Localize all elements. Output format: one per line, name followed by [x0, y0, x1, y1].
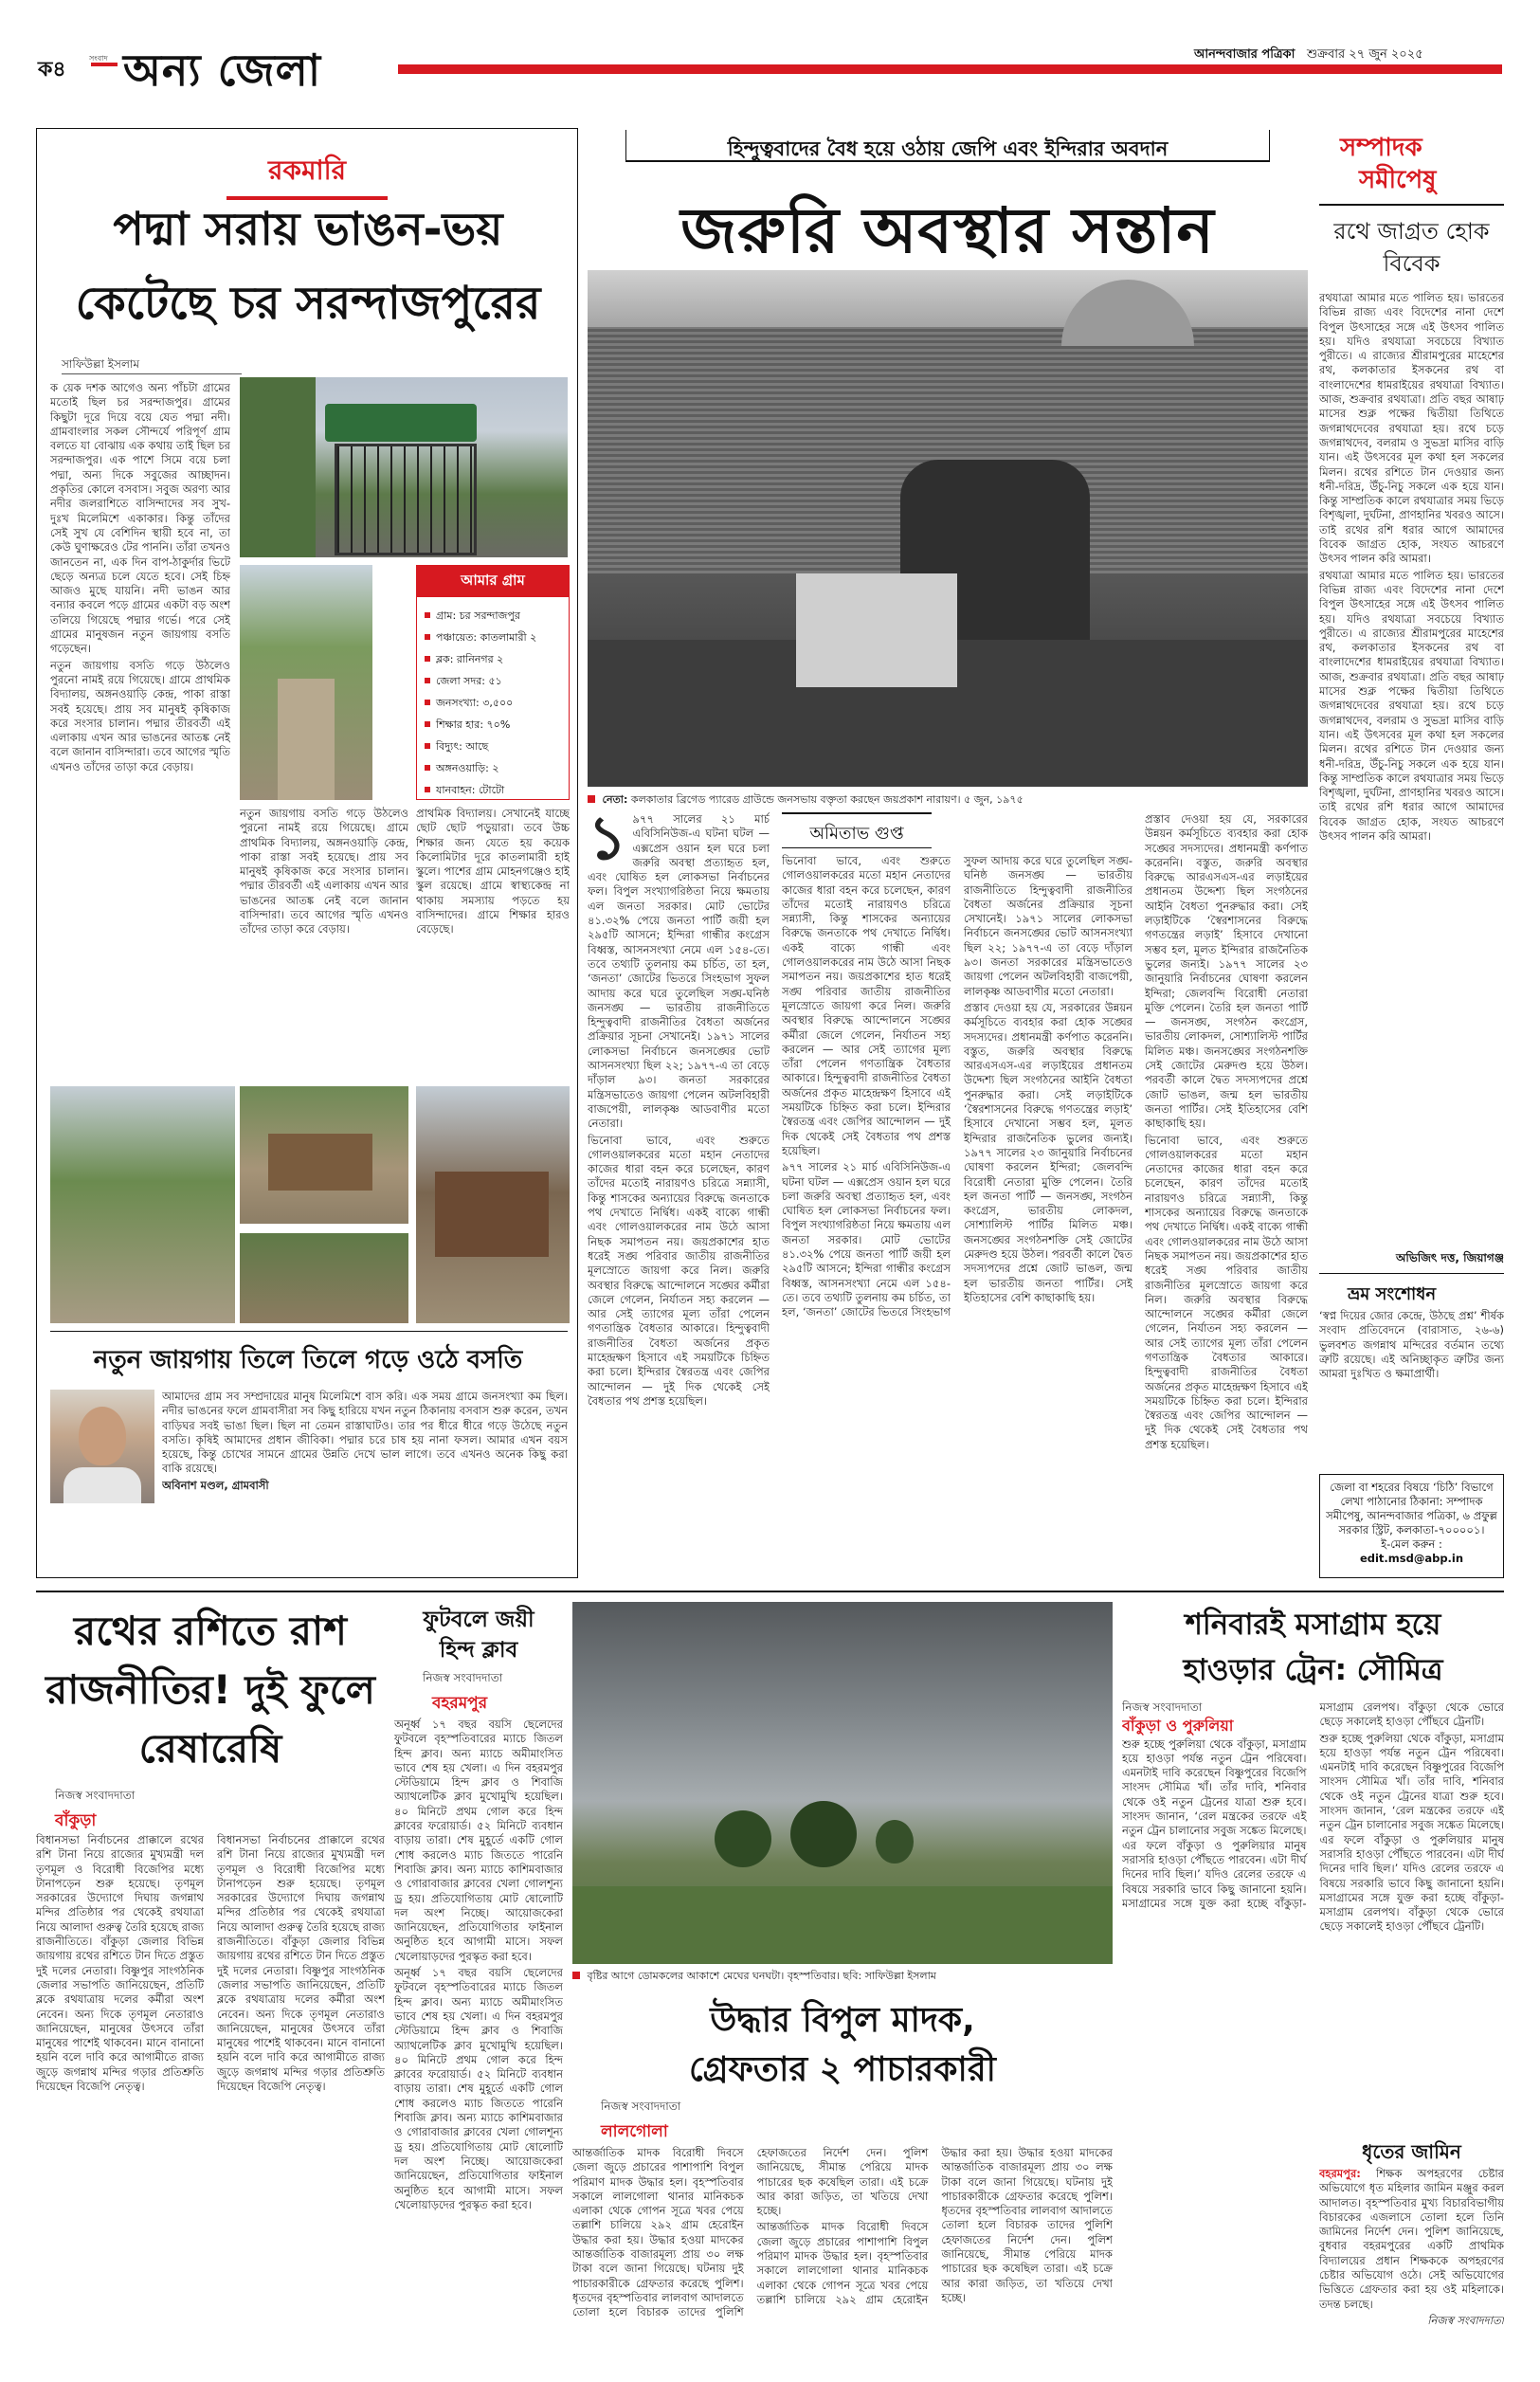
cowshed-photo	[240, 1233, 408, 1323]
section-kicker-small: সংবাদ	[89, 54, 108, 63]
bullet-square-icon	[425, 612, 430, 618]
football-body	[394, 1718, 563, 2360]
amar-gram-item: গ্রাম: চর সরন্দাজপুর	[425, 605, 561, 627]
kicker-text: রকমারি	[267, 155, 347, 186]
rally-photo	[588, 270, 1308, 787]
paper-title: আনন্দবাজার পত্রিকা	[1194, 47, 1295, 62]
caption-bullet	[588, 795, 595, 803]
letters-title-1: সম্পাদক	[1340, 134, 1422, 162]
oped-col-1	[588, 812, 770, 1571]
drugs-body-text: আন্তর্জাতিক মাদক বিরোধী দিবসে জেলা জুড়ে প্রচারের পাশাপাশি বিপুল পরিমাণ মাদক উদ্ধার হল। বৃহস্পতিবার সকালে লালগোলা থানার মানিকচক এলাকা থেকে গোপন সূত্রে খবর পেয়ে তল্লাশি চালিয়ে ২৯২ গ্রাম হেরোইন উদ্ধার করা হয়। উদ্ধার হওয়া মাদকের আন্তর্জাতিক বাজারমূল্য প্রায় ৩০ লক্ষ টাকা বলে জানা গিয়েছে। ঘটনায় দুই পাচারকারীকে গ্রেফতার করেছে পুলিশ। ধৃতদের বৃহস্পতিবার লালবাগ আদালতে তোলা হলে বিচারক তাদের পুলিশি হেফাজতের নির্দেশ দেন। পুলিশ জানিয়েছে, সীমান্ত পেরিয়ে মাদক পাচারের ছক কষেছিল তারা। এই চক্রে আর কারা জড়িত, তা খতিয়ে দেখা হচ্ছে।	[572, 2146, 929, 2319]
left-body-1	[50, 381, 230, 1078]
email-address[interactable]: edit.msd@abp.in	[1359, 1552, 1464, 1565]
drugs-place: লালগোলা	[601, 2122, 668, 2141]
story-drugs	[572, 1991, 1113, 2360]
sub-body	[162, 1390, 568, 1549]
bail-body-text: শিক্ষক অপহরণের চেষ্টার অভিযোগে ধৃত মহিলার জামিন মঞ্জুর করল আদালত। বৃহস্পতিবার মুখ্য বিচারবিভাগীয় বিচারকের এজলাসে তোলা হলে তিনি জামিনের নির্দেশ দেন। পুলিশ জানিয়েছে, বুধবার বহরমপুরের একটি প্রাথমিক বিদ্যালয়ের প্রধান শিক্ষককে অপহরণের চেষ্টার অভিযোগ ওঠে। সেই অভিযোগের ভিত্তিতে গ্রেফতার করা হয় ওই মহিলাকে। তদন্ত চলছে।	[1319, 2167, 1504, 2311]
bottom-rule	[36, 1591, 1504, 1592]
village-road-photo	[50, 1086, 235, 1323]
cloud-caption-bullet	[572, 1972, 580, 1979]
paper-name	[1194, 45, 1423, 65]
letters-column	[1319, 128, 1504, 1578]
page-number: ক৪	[38, 58, 66, 82]
train-place: বাঁকুড়া ও পুরুলিয়া	[1122, 1717, 1234, 1736]
page-header	[0, 0, 1540, 114]
sub-headline: নতুন জায়গায় তিলে তিলে গড়ে ওঠে বসতি	[93, 1346, 523, 1374]
bullet-square-icon	[425, 765, 430, 771]
amar-gram-list	[417, 597, 569, 809]
cloud-photo-caption	[572, 1968, 1113, 1986]
bullet-square-icon	[425, 721, 430, 727]
hut-photo	[240, 1086, 408, 1224]
errata-body	[1319, 1309, 1504, 1461]
address-box	[1319, 1474, 1504, 1578]
bullet-square-icon	[425, 743, 430, 749]
amar-gram-item: অঙ্গনওয়াড়ি: ২	[425, 757, 561, 779]
sub-body-text: আমাদের গ্রাম সব সম্প্রদায়ের মানুষ মিলেমিশে বাস করি। এক সময় গ্রামে জনসংখ্যা কম ছিল। নদীর ভাঙনের ফলে গ্রামবাসীরা সব কিছু হারিয়ে যখন নতুন ঠিকানায় বসবাস শুরু করেন, তখন বাড়িঘর সবই ভাঙা ছিল। ছিল না তেমন রাস্তাঘাটও। তার পর ধীরে ধীরে গড়ে উঠেছে নতুন বসতি। কৃষিই আমাদের প্রধান জীবিকা। পদ্মার চরে চাষ হয় নানা ফসল। আমার এখন বয়স হয়েছে, কিন্তু চোখের সামনে গ্রামের উন্নতি দেখে ভাল লাগে। তবে এখনও অনেক কিছু করা বাকি রয়েছে।	[162, 1390, 568, 1476]
letter-body	[1319, 291, 1504, 1239]
bullet-square-icon	[425, 787, 430, 792]
address-text: জেলা বা শহরের বিষয়ে ‘চিঠি’ বিভাগে লেখা পাঠানোর ঠিকানা: সম্পাদক সমীপেষু, আনন্দবাজার পত্রিকা, ৬ প্রফুল্ল সরকার স্ট্রিট, কলকাতা-৭০০০০১।	[1326, 1481, 1497, 1536]
drugs-headline-1: উদ্ধার বিপুল মাদক,	[710, 2001, 975, 2040]
oped-col-3b-text: ভিনোবা ভাবে, এবং শুরুতে গোলওয়ালকরের মতো মহান নেতাদের কাজের ধারা বহন করে চলেছেন, কারণ তাঁদের মতোই নারায়ণও চরিত্রে সন্ন্যাসী, কিন্তু শাসকের অন্যায়ের বিরুদ্ধে জনতাকে পথ দেখাতে নির্দ্বিধ। একই বাক্যে গান্ধী এবং গোলওয়ালকরের নাম উঠে আসা নিছক সমাপতন নয়। জয়প্রকাশের হাত ধরেই সঙ্ঘ পরিবার জাতীয় রাজনীতির মূলস্রোতে জায়গা করে নিল। জরুরি অবস্থার বিরুদ্ধে আন্দোলনে সঙ্ঘের কর্মীরা জেলে গেলেন, নির্যাতন সহ্য করলেন — আর সেই ত্যাগের মূল্য তাঁরা পেলেন গণতান্ত্রিক বৈধতার আকারে। হিন্দুত্ববাদী রাজনীতির বৈধতা অর্জনের প্রকৃত মাহেন্দ্রক্ষণ হিসাবে এই সময়টিকে চিহ্নিত করা চলে। ইন্দিরার স্বৈরতন্ত্র এবং জেপির আন্দোলন — দুই দিক থেকেই সেই বৈধতার পথ প্রশস্ত হয়েছিল।	[1145, 1133, 1308, 1451]
story-train	[1122, 1602, 1504, 2133]
oped-col-1b-text: ভিনোবা ভাবে, এবং শুরুতে গোলওয়ালকরের মতো মহান নেতাদের কাজের ধারা বহন করে চলেছেন, কারণ তাঁদের মতোই নারায়ণও চরিত্রে সন্ন্যাসী, কিন্তু শাসকের অন্যায়ের বিরুদ্ধে জনতাকে পথ দেখাতে নির্দ্বিধ। একই বাক্যে গান্ধী এবং গোলওয়ালকরের নাম উঠে আসা নিছক সমাপতন নয়। জয়প্রকাশের হাত ধরেই সঙ্ঘ পরিবার জাতীয় রাজনীতির মূলস্রোতে জায়গা করে নিল। জরুরি অবস্থার বিরুদ্ধে আন্দোলনে সঙ্ঘের কর্মীরা জেলে গেলেন, নির্যাতন সহ্য করলেন — আর সেই ত্যাগের মূল্য তাঁরা পেলেন গণতান্ত্রিক বৈধতার আকারে। হিন্দুত্ববাদী রাজনীতির বৈধতা অর্জনের প্রকৃত মাহেন্দ্রক্ষণ হিসাবে এই সময়টিকে চিহ্নিত করা চলে। ইন্দিরার স্বৈরতন্ত্র এবং জেপির আন্দোলন — দুই দিক থেকেই সেই বৈধতার পথ প্রশস্ত হয়েছিল।	[588, 1133, 770, 1408]
rath-body-text: বিধানসভা নির্বাচনের প্রাক্কালে রথের রশি টানা নিয়ে রাজ্যের মুখ্যমন্ত্রী দল তৃণমূল ও বিরোধী বিজেপির মধ্যে টানাপড়েন শুরু হয়েছে। তৃণমূল সরকারের উদ্যোগে দিঘায় জগন্নাথ মন্দির প্রতিষ্ঠার পর থেকেই রথযাত্রা নিয়ে আলাদা গুরুত্ব তৈরি হয়েছে রাজ্য রাজনীতিতে। বাঁকুড়া জেলার বিভিন্ন জায়গায় রথের রশিতে টান দিতে প্রস্তুত দুই দলের নেতারা। বিষ্ণুপুর সাংগঠনিক জেলার সভাপতি জানিয়েছেন, প্রতিটি ব্লকে রথযাত্রায় দলের কর্মীরা অংশ নেবেন। অন্য দিকে তৃণমূল নেতারাও জানিয়েছেন, মানুষের উৎসবে তাঁরা মানুষের পাশেই থাকবেন। মানে বানানো হয়নি বলে দাবি করে আগামীতে রাজ্য জুড়ে জগন্নাথ মন্দির গড়ার প্রতিশ্রুতি দিয়েছেন বিজেপি নেতৃত্ব।	[36, 1833, 204, 2094]
village-lane-photo	[240, 565, 372, 800]
oped-kicker-box	[625, 130, 1270, 162]
bail-place: বহরমপুর:	[1319, 2167, 1361, 2180]
letter-author: অভিজিৎ দত্ত, জিয়াগঞ্জ	[1396, 1251, 1504, 1264]
oped-dropcap: ১	[588, 812, 627, 874]
issue-date: শুক্রবার ২৭ জুন ২০২৫	[1306, 47, 1423, 62]
story-rath-politics	[36, 1602, 385, 2360]
letter-body-text: রথযাত্রা আমার মতে পালিত হয়। ভারতের বিভিন্ন রাজ্য এবং বিদেশের নানা দেশে বিপুল উৎসাহের সঙ্গে এই উৎসব পালিত হয়। যদিও রথযাত্রা সবচেয়ে বিখ্যাত পুরীতে। এ রাজ্যের শ্রীরামপুরের মাহেশের রথ, কলকাতার ইসকনের রথ বা বাংলাদেশের ধামরাইয়ের রথযাত্রা বিখ্যাত। আজ, শুক্রবার রথযাত্রা। প্রতি বছর আষাঢ় মাসের শুক্ল পক্ষের দ্বিতীয়া তিথিতে জগন্নাথদেবের রথযাত্রা হয়। রথে চড়ে জগন্নাথদেব, বলরাম ও সুভদ্রা মাসির বাড়ি যান। এই উৎসবের মূল কথা হল সকলের মিলন। রথের রশিতে টান দেওয়ার জন্য ধনী-দরিদ্র, উঁচু-নিচু সকলে এক হয়ে যান। কিন্তু সাম্প্রতিক কালে রথযাত্রার সময় ভিড়ে বিশৃঙ্খলা, দুর্ঘটনা, প্রাণহানির খবরও আসে। তাই রথের রশি ধরার আগে আমাদের বিবেক জাগ্রত হোক, সংযত আচরণে উৎসব পালন করি আমরা।	[1319, 291, 1504, 566]
header-rule	[398, 64, 1502, 74]
oped-headline: জরুরি অবস্থার সন্তান	[680, 194, 1215, 267]
amar-gram-item: পঞ্চায়েত: কাতলামারী ২	[425, 627, 561, 648]
bullet-square-icon	[425, 634, 430, 640]
left-body-2	[416, 807, 570, 1086]
drugs-body-text-b: আন্তর্জাতিক মাদক বিরোধী দিবসে জেলা জুড়ে প্রচারের পাশাপাশি বিপুল পরিমাণ মাদক উদ্ধার হল। বৃহস্পতিবার সকালে লালগোলা থানার মানিকচক এলাকা থেকে গোপন সূত্রে খবর পেয়ে তল্লাশি চালিয়ে ২৯২ গ্রাম হেরোইন উদ্ধার করা হয়। উদ্ধার হওয়া মাদকের আন্তর্জাতিক বাজারমূল্য প্রায় ৩০ লক্ষ টাকা বলে জানা গিয়েছে। ঘটনায় দুই পাচারকারীকে গ্রেফতার করেছে পুলিশ। ধৃতদের বৃহস্পতিবার লালবাগ আদালতে তোলা হলে বিচারক তাদের পুলিশি হেফাজতের নির্দেশ দেন। পুলিশ জানিয়েছে, সীমান্ত পেরিয়ে মাদক পাচারের ছক কষেছিল তারা। এই চক্রে আর কারা জড়িত, তা খতিয়ে দেখা হচ্ছে।	[756, 2146, 1113, 2306]
rath-body-text-b: বিধানসভা নির্বাচনের প্রাক্কালে রথের রশি টানা নিয়ে রাজ্যের মুখ্যমন্ত্রী দল তৃণমূল ও বিরোধী বিজেপির মধ্যে টানাপড়েন শুরু হয়েছে। তৃণমূল সরকারের উদ্যোগে দিঘায় জগন্নাথ মন্দির প্রতিষ্ঠার পর থেকেই রথযাত্রা নিয়ে আলাদা গুরুত্ব তৈরি হয়েছে রাজ্য রাজনীতিতে। বাঁকুড়া জেলার বিভিন্ন জায়গায় রথের রশিতে টান দিতে প্রস্তুত দুই দলের নেতারা। বিষ্ণুপুর সাংগঠনিক জেলার সভাপতি জানিয়েছেন, প্রতিটি ব্লকে রথযাত্রায় দলের কর্মীরা অংশ নেবেন। অন্য দিকে তৃণমূল নেতারাও জানিয়েছেন, মানুষের উৎসবে তাঁরা মানুষের পাশেই থাকবেন। মানে বানানো হয়নি বলে দাবি করে আগামীতে রাজ্য জুড়ে জগন্নাথ মন্দির গড়ার প্রতিশ্রুতি দিয়েছেন বিজেপি নেতৃত্ব।	[217, 1833, 385, 2094]
train-headline-1: শনিবারই মসাগ্রাম হয়ে	[1185, 1608, 1441, 1642]
left-body-3-text: প্রাথমিক বিদ্যালয়। সেখানেই যাচ্ছে ছোট ছোট পড়ুয়ারা। তবে উচ্চ শিক্ষার জন্য যেতে হয় কয়েক কিলোমিটার দূরে কাতলামারী হাই স্কুলে। পাশের গ্রাম মোহনগঞ্জেও হাই স্কুল রয়েছে। গ্রামে স্বাস্থ্যকেন্দ্র না থাকায় সমস্যায় পড়তে হয় বাসিন্দাদের। গ্রামে শিক্ষার হারও বেড়েছে।	[416, 807, 570, 936]
section-title: অন্য জেলা	[123, 45, 322, 96]
train-body-text: শুরু হচ্ছে পুরুলিয়া থেকে বাঁকুড়া, মসাগ্রাম হয়ে হাওড়া পর্যন্ত নতুন ট্রেন পরিষেবা। এমনটাই দাবি করেছেন বিষ্ণুপুরের বিজেপি সাংসদ সৌমিত্র খাঁ। তাঁর দাবি, শনিবার থেকে ওই নতুন ট্রেনের যাত্রা শুরু হবে। সাংসদ জানান, ‘রেল মন্ত্রকের তরফে এই নতুন ট্রেন চালানোর সবুজ সঙ্কেত মিলেছে। এর ফলে বাঁকুড়া ও পুরুলিয়ার মানুষ সরাসরি হাওড়া পৌঁছতে পারবেন। এটা দীর্ঘ দিনের দাবি ছিল।’ যদিও রেলের তরফে এ বিষয়ে সরকারি ভাবে কিছু জানানো হয়নি। মসাগ্রামের সঙ্গে যুক্ত করা হচ্ছে বাঁকুড়া-মসাগ্রাম রেলপথ। বাঁকুড়া থেকে ভোরে ছেড়ে সকালেই হাওড়া পৌঁছবে ট্রেনটি।	[1122, 1700, 1504, 1910]
bullet-square-icon	[425, 678, 430, 683]
left-headline-1: পদ্মা সরায় ভাঙন-ভয়	[113, 203, 503, 256]
caption-label: নেতা:	[602, 793, 628, 806]
amar-gram-item: যানবাহন: টোটো	[425, 779, 561, 801]
caption-text: কলকাতার ব্রিগেড প্যারেড গ্রাউন্ডে জনসভায় বক্তৃতা করছেন জয়প্রকাশ নারায়ণ। ৫ জুন, ১৯৭৫	[630, 793, 1024, 806]
oped-kicker: হিন্দুত্ববাদের বৈধ হয়ে ওঠায় জেপি এবং ইন্দিরার অবদান	[727, 137, 1169, 160]
drugs-body	[572, 2146, 1113, 2360]
letters-title-2: সমীপেষু	[1359, 166, 1437, 194]
letter-body-text-b: রথযাত্রা আমার মতে পালিত হয়। ভারতের বিভিন্ন রাজ্য এবং বিদেশের নানা দেশে বিপুল উৎসাহের সঙ্গে এই উৎসব পালিত হয়। যদিও রথযাত্রা সবচেয়ে বিখ্যাত পুরীতে। এ রাজ্যের শ্রীরামপুরের মাহেশের রথ, কলকাতার ইসকনের রথ বা বাংলাদেশের ধামরাইয়ের রথযাত্রা বিখ্যাত। আজ, শুক্রবার রথযাত্রা। প্রতি বছর আষাঢ় মাসের শুক্ল পক্ষের দ্বিতীয়া তিথিতে জগন্নাথদেবের রথযাত্রা হয়। রথে চড়ে জগন্নাথদেব, বলরাম ও সুভদ্রা মাসির বাড়ি যান। এই উৎসবের মূল কথা হল সকলের মিলন। রথের রশিতে টান দেওয়ার জন্য ধনী-দরিদ্র, উঁচু-নিচু সকলে এক হয়ে যান। কিন্তু সাম্প্রতিক কালে রথযাত্রার সময় ভিড়ে বিশৃঙ্খলা, দুর্ঘটনা, প্রাণহানির খবরও আসে। তাই রথের রশি ধরার আগে আমাদের বিবেক জাগ্রত হোক, সংযত আচরণে উৎসব পালন করি আমরা।	[1319, 568, 1504, 843]
letters-rule	[1319, 204, 1504, 206]
amar-gram-item: ব্লক: রানিনগর ২	[425, 648, 561, 670]
bail-body	[1319, 2167, 1504, 2360]
football-byline: নিজস্ব সংবাদদাতা	[423, 1671, 503, 1684]
oped-col-3-text: প্রস্তাব দেওয়া হয় যে, সরকারের উন্নয়ন কর্মসূচিতে ব্যবহার করা হোক সঙ্ঘের সদস্যদের। প্রধানমন্ত্রী কর্ণপাত করেননি। বস্তুত, জরুরি অবস্থার বিরুদ্ধে আরএসএস-এর লড়াইয়ের প্রধানতম উদ্দেশ্য ছিল সংগঠনের আইনি বৈধতা পুনরুদ্ধার করা। সেই লড়াইটিকে ‘স্বৈরশাসনের বিরুদ্ধে গণতন্ত্রের লড়াই’ হিসাবে দেখানো সম্ভব হল, মূলত ইন্দিরার রাজনৈতিক ভুলের জন্যই। ১৯৭৭ সালের ২৩ জানুয়ারি নির্বাচনের ঘোষণা করলেন ইন্দিরা; জেলবন্দি বিরোধী নেতারা মুক্তি পেলেন। তৈরি হল জনতা পার্টি — জনসঙ্ঘ, সংগঠন কংগ্রেস, ভারতীয় লোকদল, সোশ্যালিস্ট পার্টির মিলিত মঞ্চ। জনসঙ্ঘের সংগঠনশক্তি সেই জোটের মেরুদণ্ড হয়ে উঠল। পরবর্তী কালে দ্বৈত সদস্যপদের প্রশ্নে জোট ভাঙল, জন্ম হল ভারতীয় জনতা পার্টির। সেই ইতিহাসের বেশি কাছাকাছি হয়।	[1145, 812, 1308, 1131]
oped-col-3	[1145, 812, 1308, 1571]
oped-author-box	[782, 812, 932, 848]
rath-headline: রথের রশিতে রাশ রাজনীতির! দুই ফুলে রেষারেষি	[45, 1608, 375, 1772]
left-body-3b-text: নতুন জায়গায় বসতি গড়ে উঠলেও পুরনো নামই রয়ে গিয়েছে। গ্রামে প্রাথমিক বিদ্যালয়, অঙ্গনওয়াড়ি কেন্দ্র, পাকা রাস্তা সবই হয়েছে। প্রায় সব মানুষই কৃষিকাজ করে সংসার চালান। পদ্মার তীরবর্তী এই এলাকায় এখন আর ভাঙনের আতঙ্ক নেই বলে জানান বাসিন্দারা। তবে আগের স্মৃতি এখনও তাঁদের তাড়া করে বেড়ায়।	[240, 807, 408, 936]
rath-body	[36, 1833, 385, 2360]
errata-body-text: ‘স্বপ্ন দিয়ের জোর কেন্দ্রে, উঠছে প্রশ্ন’ শীর্ষক সংবাদ প্রতিবেদনে (বারাসাত, ২৬-৬) ভুলবশত জগন্নাথ মন্দিরের বর্তমান তথ্যে ত্রুটি রয়েছে। এই অনিচ্ছাকৃত ত্রুটির জন্য আমরা দুঃখিত ও ক্ষমাপ্রার্থী।	[1319, 1309, 1504, 1381]
train-byline: নিজস্ব সংবাদদাতা	[1122, 1700, 1203, 1714]
left-body-1-text: ক য়েক দশক আগেও অন্য পাঁচটা গ্রামের মতোই ছিল চর সরন্দাজপুর। গ্রামের কিছুটা দূরে দিয়ে বয়ে যেত পদ্মা নদী। গ্রামবাংলার সকল সৌন্দর্যে পরিপূর্ণ গ্রাম বলতে যা বোঝায় এক কথায় তাই ছিল চর সরন্দাজপুর। এক পাশে সিমে বয়ে চলা পদ্মা, অন্য দিকে সবুজের আচ্ছাদন। প্রকৃতির কোলে বসবাস। সবুজ অরণ্য আর নদীর জলরাশিতে বাসিন্দাদের সব সুখ-দুঃখ মিলেমিশে একাকার। কিন্তু তাঁদের সেই সুখ যে বেশিদিন স্থায়ী হবে না, তা কেউ ঘুণাক্ষরেও টের পাননি। তাঁরা তখনও জানতেন না, এক দিন বাপ-ঠাকুর্দার ভিটে ছেড়ে অন্যত্র চলে যেতে হবে। সেই চিহ্ন আজও মুছে যায়নি। নদী ভাঙন আর বন্যার কবলে পড়ে গ্রামের একটা বড় অংশ তলিয়ে গিয়েছে পদ্মার গর্ভে। পরে সেই গ্রামের মানুষজন নতুন জায়গায় বসতি গড়েছেন।	[50, 381, 230, 656]
oped-col-2	[782, 854, 1132, 1571]
amar-gram-item: বিদ্যুৎ: আছে	[425, 736, 561, 757]
sub-author: অবিনাশ মণ্ডল, গ্রামবাসী	[162, 1478, 269, 1492]
train-body	[1122, 1700, 1504, 2133]
bullet-square-icon	[425, 700, 430, 705]
email-label: ই-মেল করুন :	[1381, 1537, 1442, 1551]
drugs-byline: নিজস্ব সংবাদদাতা	[601, 2100, 681, 2113]
football-headline-2: হিন্দ ক্লাব	[439, 1638, 518, 1663]
letter-headline: রথে জাগ্রত হোক বিবেক	[1333, 218, 1490, 277]
oped-col-2-text: ভিনোবা ভাবে, এবং শুরুতে গোলওয়ালকরের মতো মহান নেতাদের কাজের ধারা বহন করে চলেছেন, কারণ তাঁদের মতোই নারায়ণও চরিত্রে সন্ন্যাসী, কিন্তু শাসকের অন্যায়ের বিরুদ্ধে জনতাকে পথ দেখাতে নির্দ্বিধ। একই বাক্যে গান্ধী এবং গোলওয়ালকরের নাম উঠে আসা নিছক সমাপতন নয়। জয়প্রকাশের হাত ধরেই সঙ্ঘ পরিবার জাতীয় রাজনীতির মূলস্রোতে জায়গা করে নিল। জরুরি অবস্থার বিরুদ্ধে আন্দোলনে সঙ্ঘের কর্মীরা জেলে গেলেন, নির্যাতন সহ্য করলেন — আর সেই ত্যাগের মূল্য তাঁরা পেলেন গণতান্ত্রিক বৈধতার আকারে। হিন্দুত্ববাদী রাজনীতির বৈধতা অর্জনের প্রকৃত মাহেন্দ্রক্ষণ হিসাবে এই সময়টিকে চিহ্নিত করা চলে। ইন্দিরার স্বৈরতন্ত্র এবং জেপির আন্দোলন — দুই দিক থেকেই সেই বৈধতার পথ প্রশস্ত হয়েছিল।	[782, 854, 951, 1157]
school-gate-photo	[240, 377, 568, 557]
story-football	[394, 1602, 563, 2360]
amar-gram-item: শিক্ষার হার: ৭০%	[425, 714, 561, 736]
rath-place: বাঁকুড়া	[55, 1811, 97, 1830]
kicker-rokomari	[226, 150, 388, 200]
house-photo	[416, 1086, 570, 1323]
drugs-headline-2: গ্রেফতার ২ পাচারকারী	[689, 2050, 996, 2089]
football-place: বহরমপুর	[432, 1694, 488, 1713]
oped-author: অমিতাভ গুপ্ত	[809, 824, 904, 844]
amar-gram-item: জেলা সদর: ৫১	[425, 670, 561, 692]
left-byline: সাফিউল্লা ইসলাম	[62, 357, 140, 371]
rally-caption	[588, 791, 1308, 809]
amar-gram-title: আমার গ্রাম	[417, 566, 569, 597]
cloud-caption-text: বৃষ্টির আগে ডোমকলের আকাশে মেঘের ঘনঘটা। বৃহস্পতিবার। ছবি: সাফিউল্লা ইসলাম	[587, 1970, 936, 1982]
cloud-photo	[572, 1602, 1113, 1964]
errata-title: ভ্রম সংশোধন	[1348, 1284, 1437, 1304]
football-body-text-b: অনূর্ধ্ব ১৭ বছর বয়সি ছেলেদের ফুটবলে বৃহস্পতিবারের ম্যাচে জিতল হিন্দ ক্লাব। অন্য ম্যাচে অমীমাংসিত ভাবে শেষ হয় খেলা। এ দিন বহরমপুর স্টেডিয়ামে হিন্দ ক্লাব ও শিবাজি অ্যাথলেটিক ক্লাব মুখোমুখি হয়েছিল। ৪০ মিনিটে প্রথম গোল করে হিন্দ ক্লাবের ফরোয়ার্ড। ৫২ মিনিটে ব্যবধান বাড়ায় তারা। শেষ মুহূর্তে একটি গোল শোধ করলেও ম্যাচ জিততে পারেনি শিবাজি ক্লাব। অন্য ম্যাচে কাশিমবাজার ও গোরাবাজার ক্লাবের খেলা গোলশূন্য ড্র হয়। প্রতিযোগিতায় মোট ষোলোটি দল অংশ নিচ্ছে। আয়োজকেরা জানিয়েছেন, প্রতিযোগিতার ফাইনাল অনুষ্ঠিত হবে আগামী মাসে। সফল খেলোয়াড়দের পুরস্কৃত করা হবে।	[394, 1966, 563, 2211]
left-feature	[36, 128, 578, 1578]
errata-rule	[1319, 1273, 1504, 1274]
bail-sign: নিজস্ব সংবাদদাতা	[1427, 2313, 1504, 2327]
center-oped	[588, 128, 1308, 1578]
bullet-square-icon	[425, 656, 430, 662]
oped-col-1-text: ৯৭৭ সালের ২১ মার্চ এবিসিনিউজ-এ ঘটনা ঘটল — এক্সপ্রেস ওয়ান হল ঘরে চলা জরুরি অবস্থা প্রত্যাহৃত হল, এবং ঘোষিত হল লোকসভা নির্বাচনের ফল। বিপুল সংখ্যাগরিষ্ঠতা নিয়ে ক্ষমতায় এল জনতা সরকার। মোট ভোটের ৪১.৩২% পেয়ে জনতা পার্টি জয়ী হল ২৯৫টি আসনে; ইন্দিরা গান্ধীর কংগ্রেস বিধ্বস্ত, আসনসংখ্যা নেমে এল ১৫৪-তে। তবে তথ্যটি তুলনায় কম চর্চিত, তা হল, ‘জনতা’ জোটের ভিতরে সিংহভাগ সুফল আদায় করে ঘরে তুলেছিল সঙ্ঘ-ঘনিষ্ঠ জনসঙ্ঘ — ভারতীয় রাজনীতিতে হিন্দুত্ববাদী রাজনীতির বৈধতা অর্জনের প্রক্রিয়ার সূচনা সেখানেই। ১৯৭১ সালের লোকসভা নির্বাচনে জনসঙ্ঘের ভোট আসনসংখ্যা ছিল ২২; ১৯৭৭-এ তা বেড়ে দাঁড়াল ৯৩। জনতা সরকারের মন্ত্রিসভাতেও জায়গা পেলেন অটলবিহারী বাজপেয়ী, লালকৃষ্ণ আডবাণীর মতো নেতারা।	[588, 812, 770, 1131]
bail-headline: ধৃতের জামিন	[1362, 2140, 1461, 2163]
byline-rule	[62, 373, 242, 374]
train-body-text-b: শুরু হচ্ছে পুরুলিয়া থেকে বাঁকুড়া, মসাগ্রাম হয়ে হাওড়া পর্যন্ত নতুন ট্রেন পরিষেবা। এমনটাই দাবি করেছেন বিষ্ণুপুরের বিজেপি সাংসদ সৌমিত্র খাঁ। তাঁর দাবি, শনিবার থেকে ওই নতুন ট্রেনের যাত্রা শুরু হবে। সাংসদ জানান, ‘রেল মন্ত্রকের তরফে এই নতুন ট্রেন চালানোর সবুজ সঙ্কেত মিলেছে। এর ফলে বাঁকুড়া ও পুরুলিয়ার মানুষ সরাসরি হাওড়া পৌঁছতে পারবেন। এটা দীর্ঘ দিনের দাবি ছিল।’ যদিও রেলের তরফে এ বিষয়ে সরকারি ভাবে কিছু জানানো হয়নি। মসাগ্রামের সঙ্গে যুক্ত করা হচ্ছে বাঁকুড়া-মসাগ্রাম রেলপথ। বাঁকুড়া থেকে ভোরে ছেড়ে সকালেই হাওড়া পৌঁছবে ট্রেনটি।	[1319, 1731, 1504, 1934]
story-bail	[1319, 2138, 1504, 2360]
football-headline-1: ফুটবলে জয়ী	[423, 1608, 534, 1632]
sub-rule	[50, 1331, 568, 1332]
villager-portrait	[50, 1390, 154, 1503]
oped-col-2b-text: ৯৭৭ সালের ২১ মার্চ এবিসিনিউজ-এ ঘটনা ঘটল — এক্সপ্রেস ওয়ান হল ঘরে চলা জরুরি অবস্থা প্রত্যাহৃত হল, এবং ঘোষিত হল লোকসভা নির্বাচনের ফল। বিপুল সংখ্যাগরিষ্ঠতা নিয়ে ক্ষমতায় এল জনতা সরকার। মোট ভোটের ৪১.৩২% পেয়ে জনতা পার্টি জয়ী হল ২৯৫টি আসনে; ইন্দিরা গান্ধীর কংগ্রেস বিধ্বস্ত, আসনসংখ্যা নেমে এল ১৫৪-তে। তবে তথ্যটি তুলনায় কম চর্চিত, তা হল, ‘জনতা’ জোটের ভিতরে সিংহভাগ সুফল আদায় করে ঘরে তুলেছিল সঙ্ঘ-ঘনিষ্ঠ জনসঙ্ঘ — ভারতীয় রাজনীতিতে হিন্দুত্ববাদী রাজনীতির বৈধতা অর্জনের প্রক্রিয়ার সূচনা সেখানেই। ১৯৭১ সালের লোকসভা নির্বাচনে জনসঙ্ঘের ভোট আসনসংখ্যা ছিল ২২; ১৯৭৭-এ তা বেড়ে দাঁড়াল ৯৩। জনতা সরকারের মন্ত্রিসভাতেও জায়গা পেলেন অটলবিহারী বাজপেয়ী, লালকৃষ্ণ আডবাণীর মতো নেতারা।	[782, 854, 1132, 1319]
rath-byline: নিজস্ব সংবাদদাতা	[55, 1789, 136, 1802]
football-body-text: অনূর্ধ্ব ১৭ বছর বয়সি ছেলেদের ফুটবলে বৃহস্পতিবারের ম্যাচে জিতল হিন্দ ক্লাব। অন্য ম্যাচে অমীমাংসিত ভাবে শেষ হয় খেলা। এ দিন বহরমপুর স্টেডিয়ামে হিন্দ ক্লাব ও শিবাজি অ্যাথলেটিক ক্লাব মুখোমুখি হয়েছিল। ৪০ মিনিটে প্রথম গোল করে হিন্দ ক্লাবের ফরোয়ার্ড। ৫২ মিনিটে ব্যবধান বাড়ায় তারা। শেষ মুহূর্তে একটি গোল শোধ করলেও ম্যাচ জিততে পারেনি শিবাজি ক্লাব। অন্য ম্যাচে কাশিমবাজার ও গোরাবাজার ক্লাবের খেলা গোলশূন্য ড্র হয়। প্রতিযোগিতায় মোট ষোলোটি দল অংশ নিচ্ছে। আয়োজকেরা জানিয়েছেন, প্রতিযোগিতার ফাইনাল অনুষ্ঠিত হবে আগামী মাসে। সফল খেলোয়াড়দের পুরস্কৃত করা হবে।	[394, 1718, 563, 1963]
amar-gram-item: জনসংখ্যা: ৩,৫০০	[425, 692, 561, 714]
left-body-3	[240, 807, 408, 1086]
train-headline-2: হাওড়ার ট্রেন: সৌমিত্র	[1183, 1653, 1443, 1687]
left-body-2-text: নতুন জায়গায় বসতি গড়ে উঠলেও পুরনো নামই রয়ে গিয়েছে। গ্রামে প্রাথমিক বিদ্যালয়, অঙ্গনওয়াড়ি কেন্দ্র, পাকা রাস্তা সবই হয়েছে। প্রায় সব মানুষই কৃষিকাজ করে সংসার চালান। পদ্মার তীরবর্তী এই এলাকায় এখন আর ভাঙনের আতঙ্ক নেই বলে জানান বাসিন্দারা। তবে আগের স্মৃতি এখনও তাঁদের তাড়া করে বেড়ায়।	[50, 658, 230, 773]
left-headline-2: কেটেছে চর সরন্দাজপুরের	[75, 277, 541, 330]
amar-gram-box	[416, 565, 570, 800]
oped-col-2c-text: প্রস্তাব দেওয়া হয় যে, সরকারের উন্নয়ন কর্মসূচিতে ব্যবহার করা হোক সঙ্ঘের সদস্যদের। প্রধানমন্ত্রী কর্ণপাত করেননি। বস্তুত, জরুরি অবস্থার বিরুদ্ধে আরএসএস-এর লড়াইয়ের প্রধানতম উদ্দেশ্য ছিল সংগঠনের আইনি বৈধতা পুনরুদ্ধার করা। সেই লড়াইটিকে ‘স্বৈরশাসনের বিরুদ্ধে গণতন্ত্রের লড়াই’ হিসাবে দেখানো সম্ভব হল, মূলত ইন্দিরার রাজনৈতিক ভুলের জন্যই। ১৯৭৭ সালের ২৩ জানুয়ারি নির্বাচনের ঘোষণা করলেন ইন্দিরা; জেলবন্দি বিরোধী নেতারা মুক্তি পেলেন। তৈরি হল জনতা পার্টি — জনসঙ্ঘ, সংগঠন কংগ্রেস, ভারতীয় লোকদল, সোশ্যালিস্ট পার্টির মিলিত মঞ্চ। জনসঙ্ঘের সংগঠনশক্তি সেই জোটের মেরুদণ্ড হয়ে উঠল। পরবর্তী কালে দ্বৈত সদস্যপদের প্রশ্নে জোট ভাঙল, জন্ম হল ভারতীয় জনতা পার্টির। সেই ইতিহাসের বেশি কাছাকাছি হয়।	[964, 1000, 1132, 1304]
